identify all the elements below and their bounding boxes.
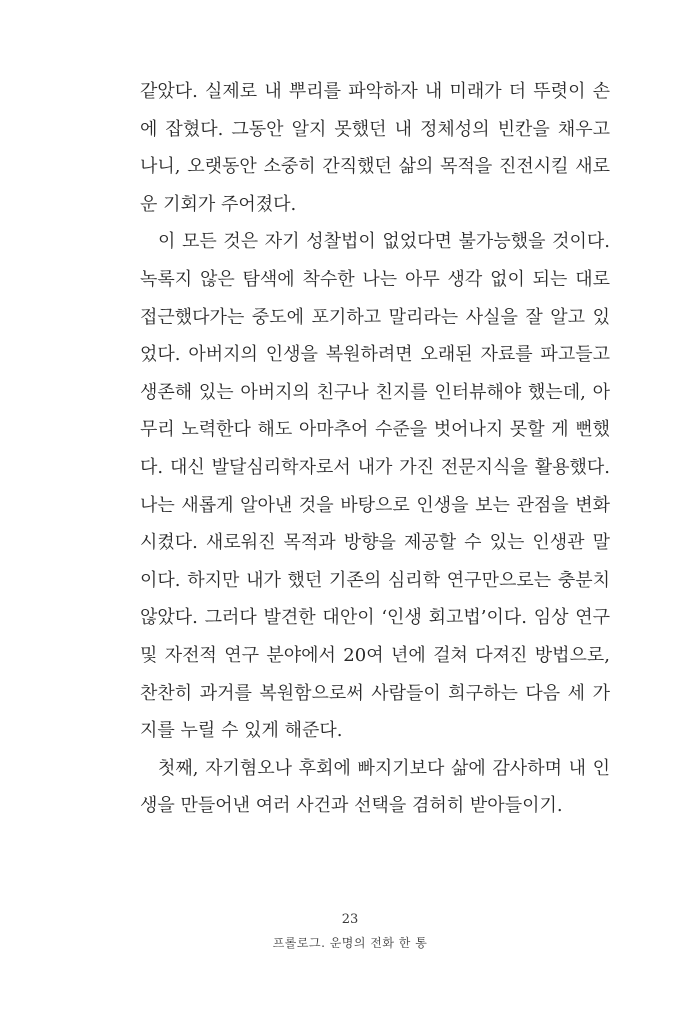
text-line: 이다. 하지만 내가 했던 기존의 심리학 연구만으로는 충분치: [140, 569, 610, 591]
text-line: 않았다. 그러다 발견한 대안이 ‘인생 회고법’이다. 임상 연구: [140, 607, 610, 629]
text-line: 찬찬히 과거를 복원함으로써 사람들이 희구하는 다음 세 가: [140, 682, 610, 704]
text-line: 지를 누릴 수 있게 해준다.: [140, 720, 343, 742]
body-text: [140, 73, 610, 825]
text-line: 생존해 있는 아버지의 친구나 친지를 인터뷰해야 했는데, 아: [140, 381, 610, 403]
text-line: 녹록지 않은 탐색에 착수한 나는 아무 생각 없이 되는 대로: [140, 268, 610, 290]
text-line: 무리 노력한다 해도 아마추어 수준을 벗어나지 못할 게 뻔했: [140, 419, 610, 441]
text-line: 나니, 오랫동안 소중히 간직했던 삶의 목적을 진전시킬 새로: [140, 156, 610, 178]
running-title: 프롤로그. 운명의 전화 한 통: [272, 936, 428, 950]
text-line: 생을 만들어낸 여러 사건과 선택을 겸허히 받아들이기.: [140, 795, 563, 817]
text-line-indented: 이 모든 것은 자기 성찰법이 없었다면 불가능했을 것이다.: [158, 231, 610, 253]
text-line: 같았다. 실제로 내 뿌리를 파악하자 내 미래가 더 뚜렷이 손: [140, 81, 610, 102]
text-line: 에 잡혔다. 그동안 알지 못했던 내 정체성의 빈칸을 채우고: [140, 118, 610, 140]
text-line: 나는 새롭게 알아낸 것을 바탕으로 인생을 보는 관점을 변화: [140, 494, 610, 516]
text-line: 및 자전적 연구 분야에서 20여 년에 걸쳐 다져진 방법으로,: [140, 644, 610, 666]
text-line: 시켰다. 새로워진 목적과 방향을 제공할 수 있는 인생관 말: [140, 532, 610, 554]
text-line: 다. 대신 발달심리학자로서 내가 가진 전문지식을 활용했다.: [140, 456, 610, 478]
text-line-indented: 첫째, 자기혐오나 후회에 빠지기보다 삶에 감사하며 내 인: [158, 757, 610, 779]
text-line: 었다. 아버지의 인생을 복원하려면 오래된 자료를 파고들고: [140, 344, 610, 366]
text-line: 운 기회가 주어졌다.: [140, 193, 297, 215]
page-number: 23: [341, 912, 359, 927]
text-line: 접근했다가는 중도에 포기하고 말리라는 사실을 잘 알고 있: [140, 306, 610, 328]
